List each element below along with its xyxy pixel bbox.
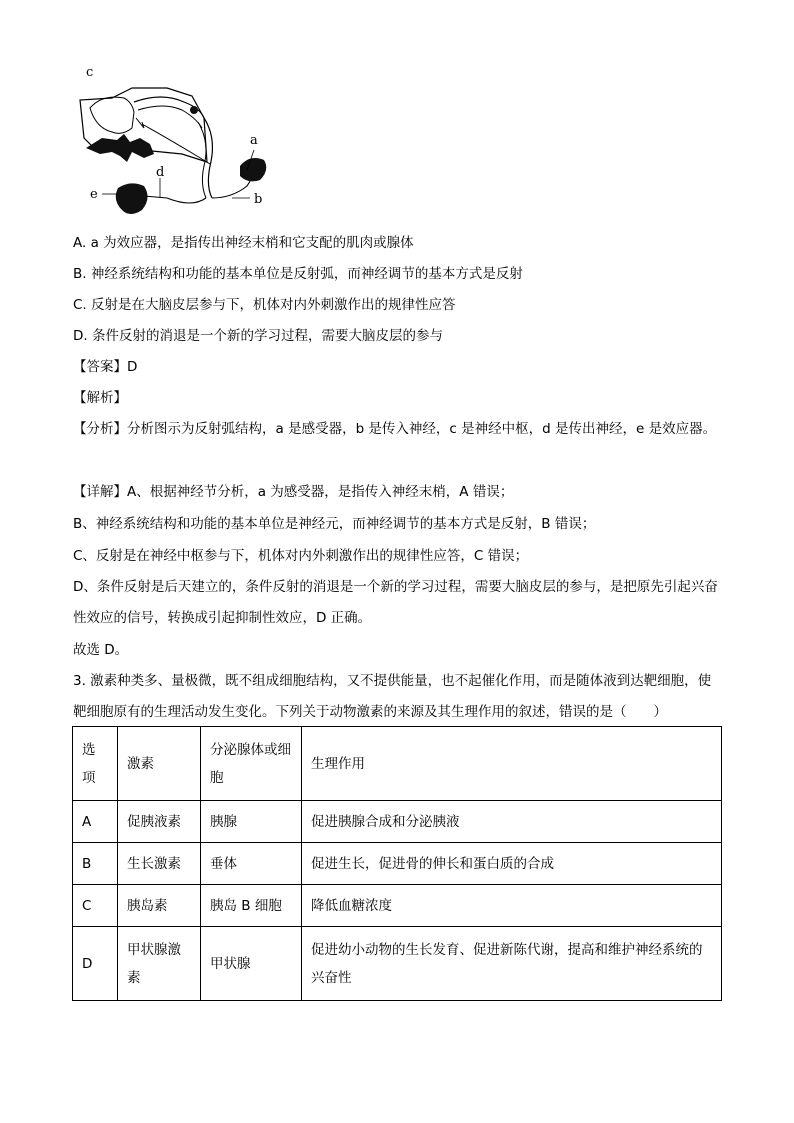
ventral-root [142,124,210,164]
analysis-title: 【解析】 [73,390,127,406]
label-c: c [86,65,94,80]
receptor-a [240,158,266,181]
option-d: D. 条件反射的消退是一个新的学习过程，需要大脑皮层的参与 [73,328,443,344]
cell-source: 垂体 [201,843,302,885]
answer: 【答案】D [73,359,138,375]
cell-hormone: 生长激素 [118,843,201,885]
table-row [73,927,722,1001]
option-a: A. a 为效应器，是指传出神经末梢和它支配的肌肉或腺体 [73,235,414,251]
cell-hormone: 促胰液素 [118,801,201,843]
header-option: 选项 [73,727,118,801]
detail-line-4: D、条件反射是后天建立的，条件反射的消退是一个新的学习过程，需要大脑皮层的参与，是把原先引起兴奋性效应的信号，转换成引起抑制性效应，D 正确。 [73,579,718,626]
cell-function: 促进幼小动物的生长发育、促进新陈代谢，提高和维护神经系统的兴奋性 [302,927,722,1001]
option-c: C. 反射是在大脑皮层参与下，机体对内外刺激作出的规律性应答 [73,297,456,313]
hormone-table [72,726,722,1001]
reflex-arc-figure [72,58,282,223]
cell-function: 促进胰腺合成和分泌胰液 [302,801,722,843]
cell-function: 促进生长，促进骨的伸长和蛋白质的合成 [302,843,722,885]
detail-line-1: 【详解】A、根据神经节分析，a 为感受器，是指传入神经末梢，A 错误； [73,484,514,500]
ganglion [190,106,198,114]
inner-outline [90,97,134,133]
label-d: d [156,165,165,180]
label-e: e [90,187,98,202]
cell-function: 降低血糖浓度 [302,885,722,927]
gray-matter [86,134,154,162]
question-3-stem: 3. 激素种类多、量极微，既不组成细胞结构，又不提供能量，也不起催化作用，而是随体液到达靶细胞，使靶细胞原有的生理活动发生变化。下列关于动物激素的来源及其生理作用的叙述，错误的是（ ） [73,673,712,720]
label-a: a [250,133,258,148]
header-source: 分泌腺体或细胞 [201,727,302,801]
header-hormone: 激素 [118,727,201,801]
cell-source: 胰岛 B 细胞 [201,885,302,927]
cell-option: B [73,843,118,885]
option-b: B. 神经系统结构和功能的基本单位是反射弧，而神经调节的基本方式是反射 [73,266,523,282]
cell-source: 胰腺 [201,801,302,843]
cell-hormone: 胰岛素 [118,885,201,927]
detail-line-2: B、神经系统结构和功能的基本单位是神经元，而神经调节的基本方式是反射，B 错误； [73,516,596,532]
effector-e [116,183,148,214]
table-row [73,843,722,885]
table-row [73,801,722,843]
detail-conclusion: 故选 D。 [73,642,129,658]
cell-option: C [73,885,118,927]
table-row [73,885,722,927]
cell-source: 甲状腺 [201,927,302,1001]
analysis-text: 【分析】分析图示为反射弧结构，a 是感受器，b 是传入神经，c 是神经中枢，d 是传出神经，e 是效应器。 [73,421,717,437]
cell-hormone: 甲状腺激素 [118,927,201,1001]
header-function: 生理作用 [302,727,722,801]
detail-line-3: C、反射是在神经中枢参与下，机体对内外刺激作出的规律性应答，C 错误； [73,548,529,564]
interneuron [136,118,144,128]
efferent-nerve [144,196,206,203]
cell-option: D [73,927,118,1001]
cell-option: A [73,801,118,843]
label-b: b [254,192,263,207]
table-header-row [73,727,722,801]
